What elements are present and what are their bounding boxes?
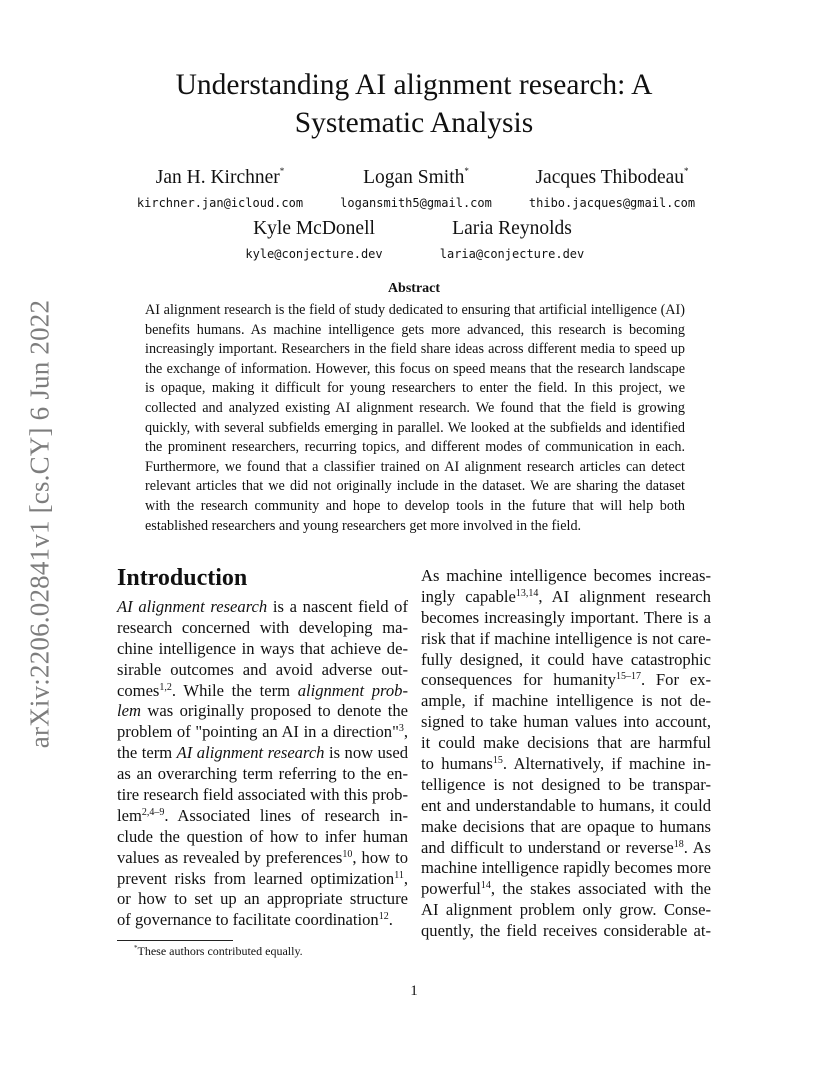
paper-title: [120, 66, 708, 142]
text-line: risk that if machine intelligence is not care-: [421, 628, 711, 648]
text-line: sirable outcomes and avoid adverse out-: [117, 659, 408, 679]
citation: 1,2: [159, 681, 172, 693]
equal-contribution-mark: *: [684, 166, 689, 176]
citation: 18: [673, 838, 684, 850]
text-line: ent and understandable to humans, it could: [421, 795, 711, 815]
footnote-mark: *: [134, 944, 138, 952]
text-line: of governance to facilitate coordination$^{12}$.: [117, 910, 393, 930]
text-line: it could make decisions that are harmful: [421, 733, 711, 753]
author-block: [214, 218, 414, 262]
text-line: clude the question of how to infer human: [117, 826, 408, 846]
author-name: Laria Reynolds: [452, 218, 572, 239]
text-line: fully designed, it could have catastrophic: [421, 649, 711, 669]
text-line: chine intelligence in ways that achieve de-: [117, 638, 408, 658]
citation: 15–17: [615, 671, 641, 683]
citation: 12: [378, 911, 389, 923]
text-line: signed to take human values into account,: [421, 712, 711, 732]
author-name: Jan H. Kirchner: [155, 167, 280, 188]
text-line: make decisions that are opaque to humans: [421, 816, 711, 836]
text-line: tire research field associated with this prob-: [117, 785, 408, 805]
author-block: [318, 160, 514, 211]
text-line: ample, if machine intelligence is not de-: [421, 691, 711, 711]
text-line: problem of "pointing an AI in a direction"$^3$,: [117, 722, 408, 742]
author-email: laria@conjecture.dev: [439, 247, 585, 261]
arxiv-side-stamp: [18, 295, 62, 753]
citation: 14: [480, 880, 491, 892]
text-line: prevent risks from learned optimization$^{11}$,: [117, 868, 408, 888]
author-block: [122, 160, 318, 211]
abstract-body: AI alignment research is the field of study dedicated to ensuring that artificial intelligence (AI) benefits humans. As machine intelligence gets more advanced, this research is becoming increasingly important. Researchers in the field share ideas across different media to speed up the exchange of information. However, this focus on speed means that the research landscape is opaque, making it difficult for young researchers to enter the field. In this project, we collected and analyzed existing AI alignment research. We found that the field is growing quickly, with several subfields emerging in parallel. We looked at the subfields and identified the prominent researchers, recurring topics, and different modes of communication in each. Furthermore, we found that a classifier trained on AI alignment research articles can detect relevant articles that we did not originally include in the dataset. We are sharing the dataset with the research community and hope to develop tools in the future that will help both established researchers and young researchers get more involved in the field.: [145, 302, 685, 534]
text-line: machine intelligence rapidly becomes more: [421, 858, 711, 878]
author-block: [514, 160, 710, 211]
text-line: consequences for humanity$^{15-17}$. For ex-: [421, 670, 711, 690]
text-line: to humans$^{15}$. Alternatively, if machine in-: [421, 754, 711, 774]
citation: 2,4–9: [141, 806, 165, 818]
text-line: as an overarching term referring to the en-: [117, 764, 408, 784]
text-line: comes$^{1,2}$. While the term alignment prob-: [117, 680, 408, 700]
text-line: values as revealed by preferences$^{10}$, how to: [117, 847, 408, 867]
author-email: kirchner.jan@icloud.com: [136, 196, 304, 210]
title-line-1: Understanding AI alignment research: A: [175, 69, 653, 101]
text-line: lem$^{2,4-9}$. Associated lines of research in-: [117, 805, 408, 825]
text-line: or how to set up an appropriate structure: [117, 889, 408, 909]
author-name: Kyle McDonell: [253, 218, 375, 239]
footnote-divider: [117, 940, 233, 941]
text-line: the term AI alignment research is now used: [117, 743, 408, 763]
text-line: As machine intelligence becomes increas-: [421, 566, 711, 585]
intro-left-column: [117, 597, 408, 931]
citation: 3: [398, 723, 404, 735]
citation: 10: [342, 848, 353, 860]
author-email: logansmith5@gmail.com: [340, 196, 492, 210]
page-number: 1: [410, 983, 418, 999]
text-line: telligence is not designed to be transpar-: [421, 774, 711, 794]
title-line-2: Systematic Analysis: [294, 107, 534, 139]
text-line: AI alignment research is a nascent field of: [117, 597, 409, 616]
text-line: ingly capable$^{13,14}$, AI alignment research: [421, 586, 711, 606]
arxiv-identifier: arXiv:2206.02841v1 [cs.CY] 6 Jun 2022: [24, 299, 55, 749]
abstract-heading: Abstract: [387, 281, 441, 296]
author-block: [412, 218, 612, 262]
section-heading-introduction: Introduction: [117, 565, 248, 591]
author-email: kyle@conjecture.dev: [245, 247, 383, 261]
footnote-text: These authors contributed equally.: [137, 944, 303, 958]
text-line: and difficult to understand or reverse$^{18}$. As: [421, 837, 712, 857]
author-name: Jacques Thibodeau: [535, 167, 685, 188]
text-line: research concerned with developing ma-: [117, 617, 408, 637]
equal-contribution-mark: *: [464, 166, 469, 176]
footnote: [134, 944, 303, 959]
author-name: Logan Smith: [363, 167, 465, 188]
text-line: quently, the field receives considerable at-: [421, 921, 711, 941]
citation: 11: [394, 869, 404, 881]
text-line: powerful$^{14}$, the stakes associated with the: [421, 879, 711, 899]
text-line: becomes increasingly important. There is a: [421, 607, 711, 627]
citation: 15: [492, 755, 503, 767]
text-line: AI alignment problem only grow. Conse-: [421, 900, 711, 920]
equal-contribution-mark: *: [279, 166, 285, 176]
intro-right-column: [421, 566, 711, 942]
citation: 13,14: [515, 587, 539, 599]
author-email: thibo.jacques@gmail.com: [528, 196, 696, 210]
text-line: lem was originally proposed to denote the: [117, 701, 408, 721]
